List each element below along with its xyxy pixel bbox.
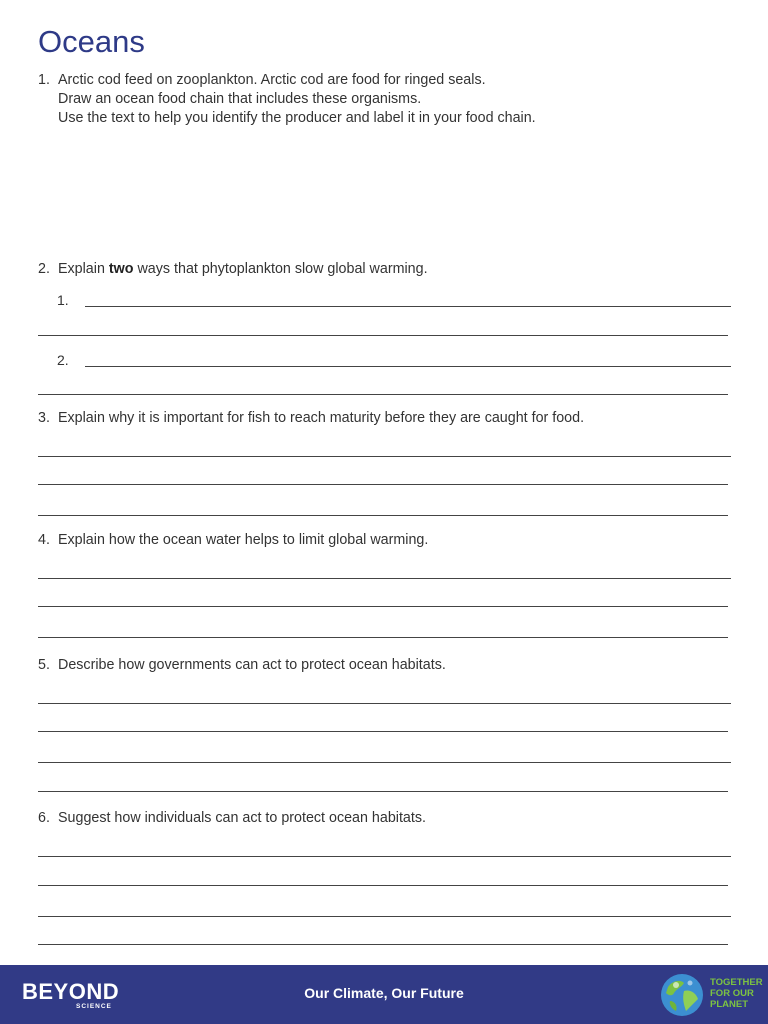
question-1: [38, 71, 536, 128]
question-number: 5.: [38, 657, 50, 673]
answer-line[interactable]: [38, 856, 731, 857]
question-2-text: Explain: [58, 261, 109, 277]
footer-tagline: Our Climate, Our Future: [304, 985, 464, 1001]
question-5: [38, 656, 446, 675]
answer-line[interactable]: [38, 606, 728, 607]
question-4-text: Explain how the ocean water helps to limit global warming.: [58, 532, 429, 548]
answer-line[interactable]: [38, 944, 728, 945]
answer-line[interactable]: [85, 366, 731, 367]
page-title: Oceans: [38, 24, 145, 59]
globe-icon: [660, 973, 704, 1017]
question-number: 6.: [38, 810, 50, 826]
question-number: 4.: [38, 532, 50, 548]
question-5-text: Describe how governments can act to protect ocean habitats.: [58, 657, 446, 673]
question-1-line-2: Draw an ocean food chain that includes these organisms.: [58, 91, 422, 107]
answer-line[interactable]: [38, 394, 728, 395]
answer-line[interactable]: [38, 637, 728, 638]
question-3: [38, 409, 584, 428]
question-2-emphasis: two: [108, 261, 134, 277]
logo-subtitle: SCIENCE: [76, 1003, 112, 1010]
together-logo-text: [710, 977, 768, 1010]
question-1-line-3: Use the text to help you identify the producer and label it in your food chain.: [58, 110, 536, 126]
question-number: 1.: [38, 72, 50, 88]
question-3-text: Explain why it is important for fish to reach maturity before they are caught for food.: [58, 410, 585, 426]
together-logo-line: TOGETHER: [710, 977, 763, 988]
together-logo-line: FOR OUR: [710, 988, 754, 999]
answer-line[interactable]: [38, 335, 728, 336]
together-logo-line: PLANET: [710, 999, 748, 1010]
answer-1-label: 1.: [57, 292, 69, 308]
question-6-text: Suggest how individuals can act to protect ocean habitats.: [58, 810, 426, 826]
answer-line[interactable]: [38, 484, 728, 485]
logo-wordmark: BEYOND: [22, 979, 120, 1004]
answer-line[interactable]: [38, 731, 728, 732]
answer-line[interactable]: [38, 578, 731, 579]
answer-line[interactable]: [38, 456, 731, 457]
footer-bar: [0, 965, 768, 1024]
question-6: [38, 809, 426, 828]
question-number: 2.: [38, 261, 50, 277]
question-2: [38, 260, 428, 279]
answer-line[interactable]: [38, 916, 731, 917]
answer-line[interactable]: [38, 791, 728, 792]
answer-line[interactable]: [38, 703, 731, 704]
answer-line[interactable]: [38, 885, 728, 886]
answer-2-label: 2.: [57, 352, 69, 368]
question-1-line-1: Arctic cod feed on zooplankton. Arctic cod are food for ringed seals.: [58, 72, 486, 88]
answer-line[interactable]: [85, 306, 731, 307]
question-4: [38, 531, 428, 550]
question-2-text-rest: ways that phytoplankton slow global warming.: [133, 261, 428, 277]
answer-line[interactable]: [38, 515, 728, 516]
answer-line[interactable]: [38, 762, 731, 763]
question-number: 3.: [38, 410, 50, 426]
